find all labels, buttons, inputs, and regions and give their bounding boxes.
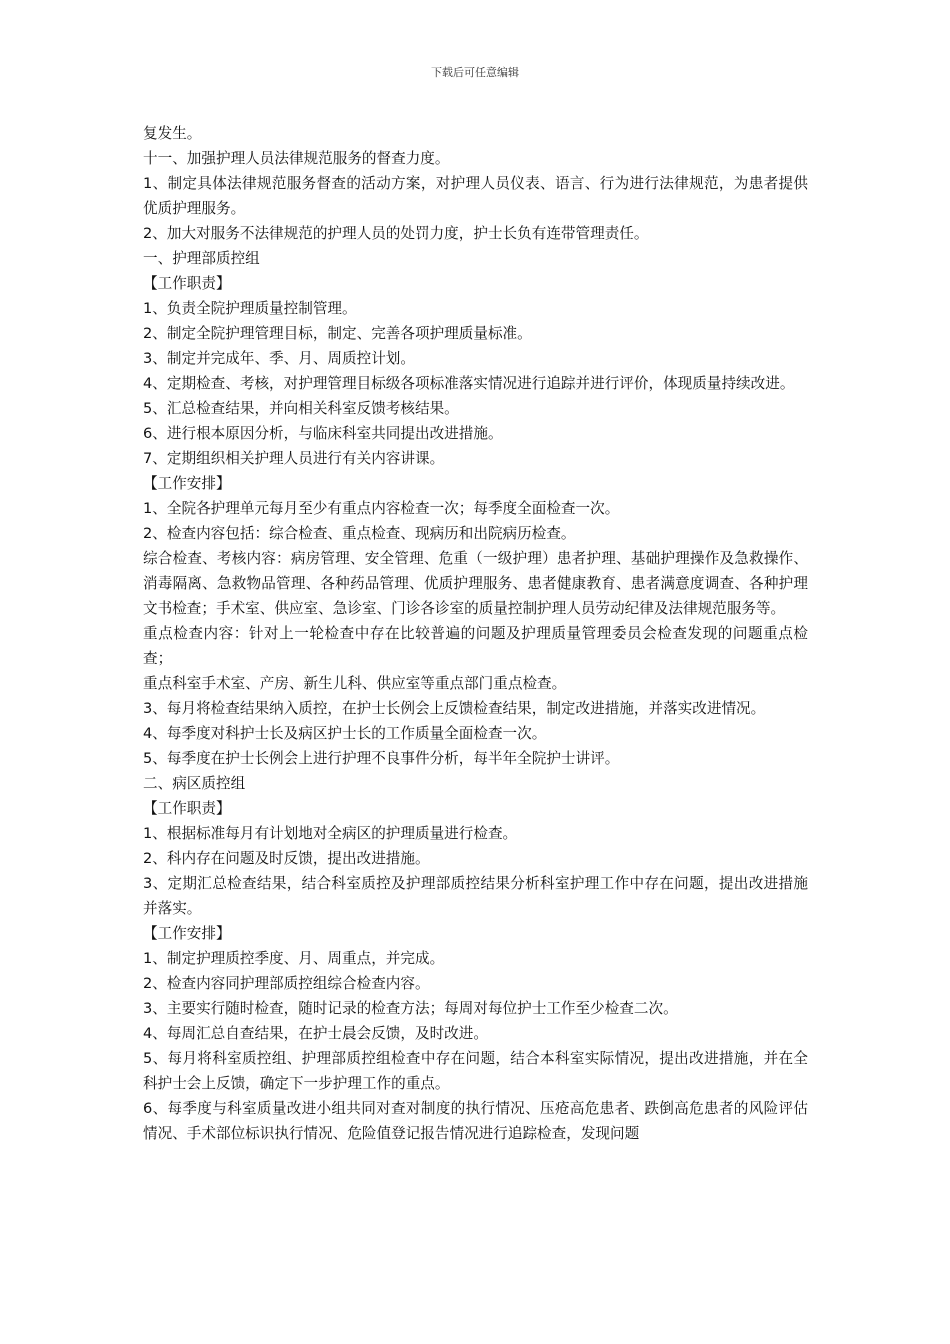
- paragraph: 5、汇总检查结果，并向相关科室反馈考核结果。: [143, 400, 459, 417]
- paragraph: 复发生。: [143, 125, 202, 142]
- paragraph: 2、检查内容同护理部质控组综合检查内容。: [143, 975, 430, 992]
- paragraph: 5、每季度在护士长例会上进行护理不良事件分析，每半年全院护士讲评。: [143, 750, 620, 767]
- paragraph: 1、全院各护理单元每月至少有重点内容检查一次；每季度全面检查一次。: [143, 500, 620, 517]
- paragraph: 十一、加强护理人员法律规范服务的督查力度。: [143, 150, 450, 167]
- paragraph: 【工作安排】: [143, 925, 231, 942]
- paragraph: 2、科内存在问题及时反馈，提出改进措施。: [143, 850, 430, 867]
- paragraph: 1、制定护理质控季度、月、周重点，并完成。: [143, 950, 445, 967]
- document-body: [143, 121, 808, 1146]
- page-header: 下载后可任意编辑: [431, 66, 519, 79]
- paragraph: 3、定期汇总检查结果，结合科室质控及护理部质控结果分析科室护理工作中存在问题，提出改进措施并落实。: [143, 875, 808, 917]
- paragraph: 二、病区质控组: [143, 775, 246, 792]
- paragraph: 【工作职责】: [143, 800, 231, 817]
- paragraph: 3、主要实行随时检查，随时记录的检查方法；每周对每位护士工作至少检查二次。: [143, 1000, 678, 1017]
- paragraph: 2、检查内容包括：综合检查、重点检查、现病历和出院病历检查。: [143, 525, 576, 542]
- paragraph: 2、加大对服务不法律规范的护理人员的处罚力度，护士长负有连带管理责任。: [143, 225, 649, 242]
- paragraph: 重点科室手术室、产房、新生儿科、供应室等重点部门重点检查。: [143, 675, 567, 692]
- paragraph: 重点检查内容：针对上一轮检查中存在比较普遍的问题及护理质量管理委员会检查发现的问题重点检查；: [143, 625, 808, 667]
- paragraph: 4、定期检查、考核，对护理管理目标级各项标准落实情况进行追踪并进行评价，体现质量持续改进。: [143, 375, 795, 392]
- paragraph: 一、护理部质控组: [143, 250, 260, 267]
- paragraph: 3、制定并完成年、季、月、周质控计划。: [143, 350, 415, 367]
- paragraph: 7、定期组织相关护理人员进行有关内容讲课。: [143, 450, 445, 467]
- paragraph: 6、进行根本原因分析，与临床科室共同提出改进措施。: [143, 425, 503, 442]
- paragraph: 【工作职责】: [143, 275, 231, 292]
- paragraph: 【工作安排】: [143, 475, 231, 492]
- paragraph: 4、每季度对科护士长及病区护士长的工作质量全面检查一次。: [143, 725, 547, 742]
- paragraph: 6、每季度与科室质量改进小组共同对查对制度的执行情况、压疮高危患者、跌倒高危患者的风险评估情况、手术部位标识执行情况、危险值登记报告情况进行追踪检查，发现问题: [143, 1100, 808, 1142]
- paragraph: 2、制定全院护理管理目标，制定、完善各项护理质量标准。: [143, 325, 532, 342]
- paragraph: 1、制定具体法律规范服务督查的活动方案，对护理人员仪表、语言、行为进行法律规范，为患者提供优质护理服务。: [143, 175, 808, 217]
- paragraph: 1、负责全院护理质量控制管理。: [143, 300, 357, 317]
- paragraph: 4、每周汇总自查结果，在护士晨会反馈，及时改进。: [143, 1025, 488, 1042]
- paragraph: 3、每月将检查结果纳入质控，在护士长例会上反馈检查结果，制定改进措施，并落实改进情况。: [143, 700, 766, 717]
- paragraph: 5、每月将科室质控组、护理部质控组检查中存在问题，结合本科室实际情况，提出改进措施，并在全科护士会上反馈，确定下一步护理工作的重点。: [143, 1050, 808, 1092]
- paragraph: 1、根据标准每月有计划地对全病区的护理质量进行检查。: [143, 825, 518, 842]
- paragraph: 综合检查、考核内容：病房管理、安全管理、危重（一级护理）患者护理、基础护理操作及急救操作、消毒隔离、急救物品管理、各种药品管理、优质护理服务、患者健康教育、患者满意度调查、各种护理文书检查；手术室、供应室、急诊室、门诊各诊室的质量控制护理人员劳动纪律及法律规范服务等。: [143, 550, 808, 617]
